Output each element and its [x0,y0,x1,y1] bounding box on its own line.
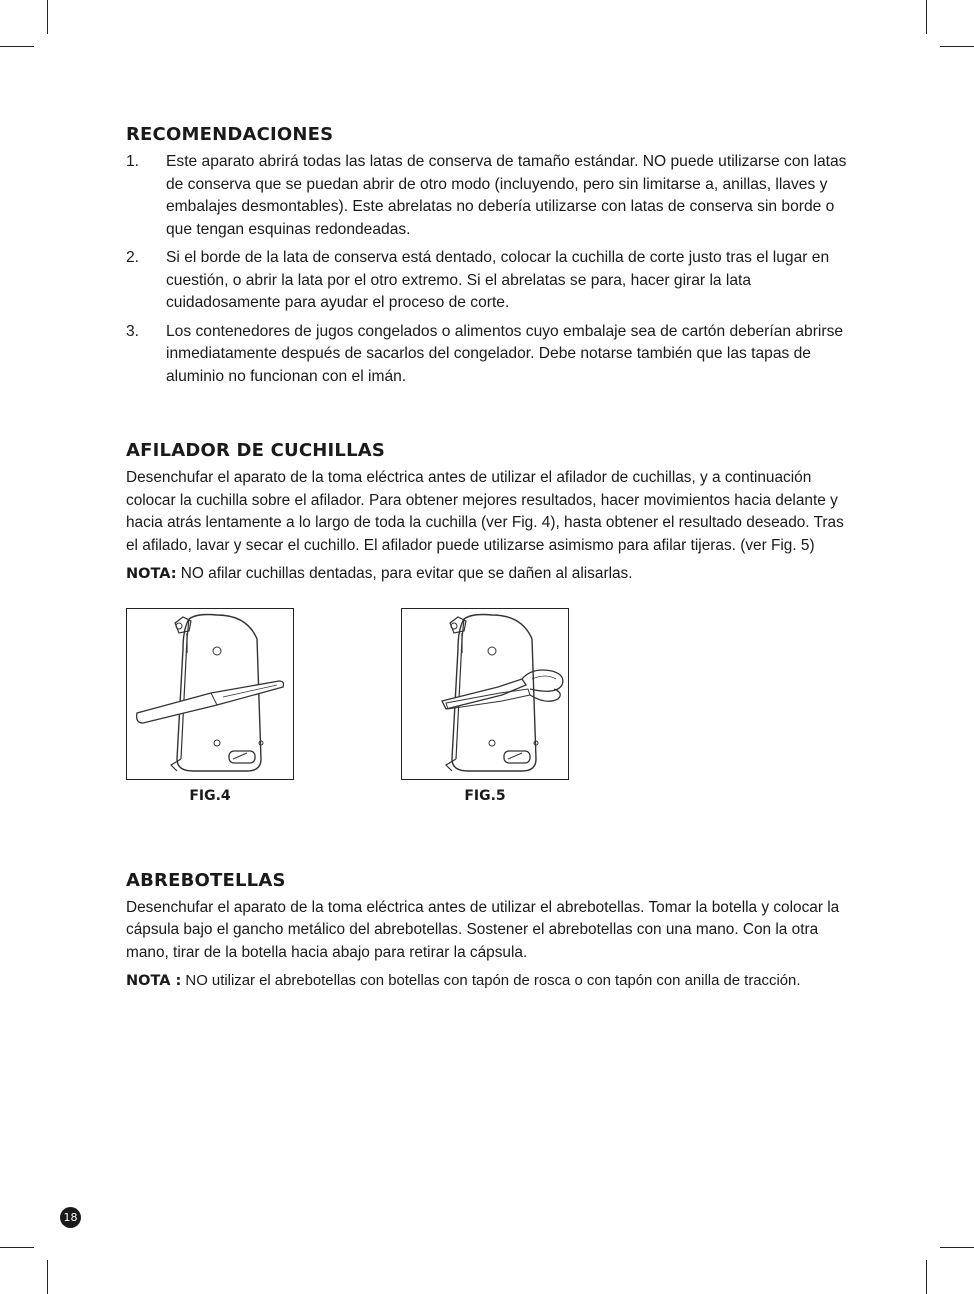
section-abrebotellas [126,870,848,993]
figures-row [126,608,848,808]
note [126,563,848,586]
fig4-illustration [126,608,294,780]
section-body: Desenchufar el aparato de la toma eléctrica antes de utilizar el abrebotellas. Tomar la botella y colocar la cápsula bajo el gancho metálico del abrebotellas. Sostener el abrebotellas con una mano. Con la otra mano, tirar de la botella hacia abajo para retirar la cápsula. [126,898,840,961]
figure-5 [401,608,569,804]
fig4-caption: FIG.4 [189,787,231,804]
crop-mark [940,1247,974,1248]
crop-mark [926,0,927,34]
item-text: Los contenedores de jugos congelados o alimentos cuyo embalaje sea de cartón deberían abrirse inmediatamente después de sacarlos del congelador. Debe notarse también que las tapas de aluminio no funcionan con el imán. [166,322,844,385]
item-text: Si el borde de la lata de conserva está dentado, colocar la cuchilla de corte justo tras el lugar en cuestión, o abrir la lata por el otro extremo. Si el abrelatas se para, hacer girar la lata cuidadosamente para ayudar el proceso de corte. [166,249,830,311]
recommendations-list [126,151,848,388]
section-title: ABREBOTELLAS [126,869,286,891]
list-item [126,321,848,389]
fig5-caption: FIG.5 [464,787,506,804]
note-text: NO afilar cuchillas dentadas, para evitar que se dañen al alisarlas. [176,565,633,582]
crop-mark [0,46,34,47]
section-afilador [126,440,848,808]
fig5-illustration [401,608,569,780]
page-content [126,124,848,993]
list-item [126,151,848,241]
item-text: Este aparato abrirá todas las latas de conserva de tamaño estándar. NO puede utilizarse con latas de conserva que se puedan abrir de otro modo (incluyendo, pero sin limitarse a, anillas, llaves y embalajes desmontables). Este abrelatas no debería utilizarse con latas de conserva sin borde o que tengan esquinas redondeadas. [166,153,847,238]
section-title: RECOMENDACIONES [126,124,334,145]
note-label: NOTA : [126,973,182,989]
crop-mark [47,1260,48,1294]
item-number: 3. [126,322,140,340]
item-number: 2. [126,249,140,266]
crop-mark [47,0,48,34]
section-title: AFILADOR DE CUCHILLAS [126,440,386,461]
page-number: 18 [60,1207,81,1228]
section-body: Desenchufar el aparato de la toma eléctrica antes de utilizar el afilador de cuchillas, y a continuación colocar la cuchilla sobre el afilador. Para obtener mejores resultados, hacer movimientos hacia delante y hacia atrás lentamente a lo largo de toda la cuchilla (ver Fig. 4), hasta obtener el resultado deseado. Tras el afilado, lavar y secar el cuchillo. El afilador puede utilizarse asimismo para afilar tijeras. (ver Fig. 5) [126,469,844,554]
crop-mark [926,1260,927,1294]
crop-mark [0,1247,34,1248]
crop-mark [940,46,974,47]
item-number: 1. [126,153,140,170]
figure-4 [126,608,294,804]
note-label: NOTA: [126,566,177,582]
section-recomendaciones [126,124,848,388]
list-item [126,247,848,315]
note-text: NO utilizar el abrebotellas con botellas con tapón de rosca o con tapón con anilla de tracción. [181,973,801,989]
note [126,970,848,993]
